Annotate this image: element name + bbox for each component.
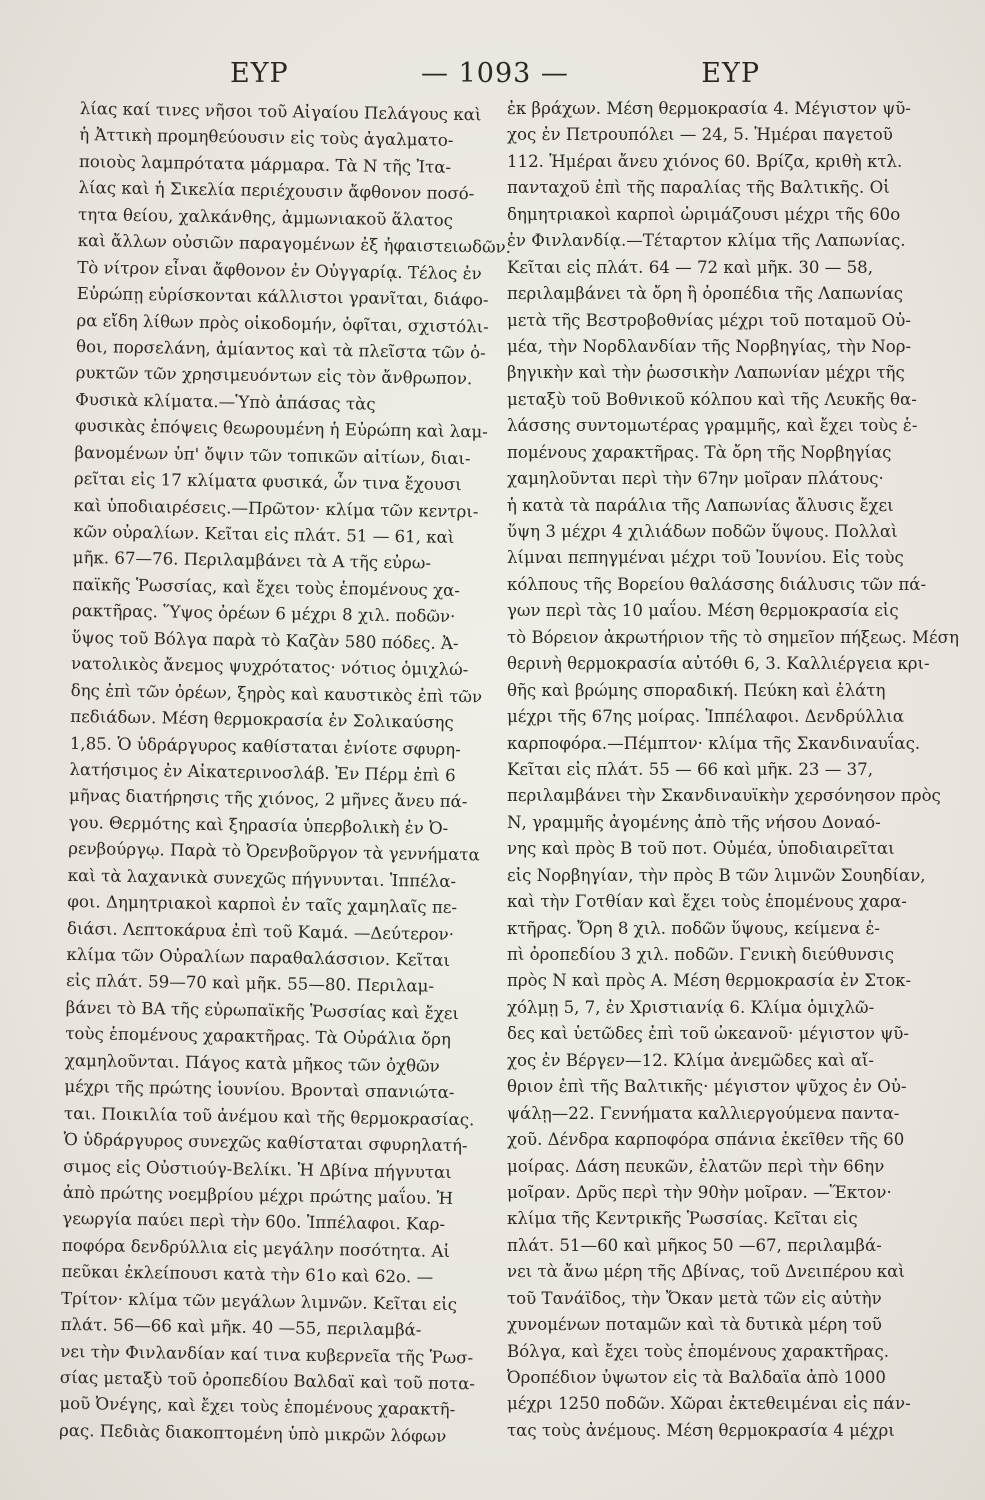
text-line: 112. Ἡμέραι ἄνευ χιόνος 60. Βρίζα, κριθὴ κτλ. [507, 151, 903, 171]
text-line: τοὺς ἑπομένους χαρακτῆρας. Τὰ Οὐράλια ὄρη [65, 1024, 452, 1050]
text-line: περιλαμβάνει τὴν Σκανδιναυϊκὴν χερσόνησον πρὸς [507, 786, 941, 806]
text-line: ἐν Φινλανδίᾳ.—Τέταρτον κλίμα τῆς Λαπωνίας. [507, 231, 906, 251]
text-line: κῶν οὐραλίων. Κεῖται εἰς πλάτ. 51 — 61, καὶ [73, 521, 455, 547]
text-line: χυνομένων ποταμῶν καὶ τὰ δυτικὰ μέρη τοῦ [507, 1315, 882, 1335]
text-line: παϊκῆς Ῥωσσίας, καὶ ἔχει τοὺς ἑπομένους χα- [72, 574, 461, 600]
text-line: μοίρας. Δάση πευκῶν, ἐλατῶν περὶ τὴν 66ην [507, 1156, 885, 1176]
text-line: ὕψος τοῦ Βόλγα παρὰ τὸ Καζὰν 580 πόδες. Ἀ- [71, 627, 459, 653]
text-line: νατολικὸς ἄνεμος ψυχρότατος· νότιος ὁμιχλώ- [70, 654, 469, 680]
text-line: καὶ ἄλλων οὐσιῶν παραγομένων ἐξ ἡφαιστειωδῶν. [77, 231, 512, 257]
text-line: θῆς καὶ βρώμης σποραδική. Πεύκη καὶ ἐλάτη [507, 680, 886, 700]
text-line: ἐκ βράχων. Μέση θερμοκρασία 4. Μέγιστον ψῦ- [507, 99, 911, 118]
text-line: καρποφόρα.—Πέμπτον· κλίμα τῆς Σκανδιναυΐας. [507, 733, 921, 753]
text-line: πὶ ὀροπεδίου 3 χιλ. ποδῶν. Γενικὴ διεύθυνσις [507, 945, 895, 964]
text-line: Τρίτον· κλίμα τῶν μεγάλων λιμνῶν. Κεῖται εἰς [60, 1288, 458, 1314]
text-line: χόλμῃ 5, 7, ἐν Χριστιανίᾳ 6. Κλίμα ὁμιχλῶ- [507, 997, 875, 1017]
text-line: ρυκτῶν τῶν χρησιμευόντων εἰς τὸν ἄνθρωπον. [75, 363, 473, 389]
text-line: Κεῖται εἰς πλάτ. 64 — 72 καὶ μῆκ. 30 — 58, [507, 257, 873, 277]
text-line: πρὸς Ν καὶ πρὸς Α. Μέση θερμοκρασία ἐν Στοκ- [507, 971, 912, 991]
text-line: δης ἐπὶ τῶν ὀρέων, ξηρὸς καὶ καυστικὸς ἐπὶ τῶν [70, 680, 483, 707]
text-line: καὶ τὴν Γοτθίαν καὶ ἔχει τοὺς ἑπομένους χαρα- [507, 892, 907, 912]
text-line: τοῦ Τανάϊδος, τὴν Ὄκαν μετὰ τῶν εἰς αὐτὴν [507, 1288, 882, 1308]
text-line: νης καὶ πρὸς Β τοῦ ποτ. Οὐμέα, ὑποδιαιρεῖται [507, 839, 895, 859]
text-line: ποιοὺς λαμπρότατα μάρμαρα. Τὰ Ν τῆς Ἰτα- [78, 151, 452, 177]
text-line: Ὁ ὑδράργυρος συνεχῶς καθίσταται σφυρηλατή- [63, 1129, 468, 1156]
page-number: — 1093 — [421, 58, 569, 89]
text-line: ἡ Ἀττικὴ προμηθεύουσιν εἰς τοὺς ἀγαλματο- [79, 125, 454, 151]
text-line: νει τὴν Φινλανδίαν καί τινα κυβερνεῖα τῆς Ῥωσ- [60, 1341, 474, 1367]
text-line: σιμος εἰς Οὐστιούγ-Βελίκι. Ἡ Δβίνα πήγνυται [63, 1156, 452, 1182]
text-line: μέχρι τῆς 67ης μοίρας. Ἱππέλαφοι. Δενδρύλλια [507, 707, 904, 727]
text-line: πεῦκαι ἐκλείπουσι κατὰ τὴν 61ο καὶ 62ο. — [61, 1262, 434, 1287]
text-line: φοι. Δημητριακοὶ καρποὶ ἐν ταῖς χαμηλαῖς πε- [67, 892, 458, 918]
text-line: χος ἐν Βέργεν—12. Κλίμα ἀνεμῶδες καὶ αἴ- [507, 1050, 875, 1070]
text-line: ρεῖται εἰς 17 κλίματα φυσικά, ὧν τινα ἔχουσι [73, 469, 462, 495]
text-line: ποφόρα δενδρύλλια εἰς μεγάλην ποσότητα. Αἱ [61, 1235, 451, 1261]
text-line: μέχρι 1250 ποδῶν. Χῶραι ἐκτεθειμέναι εἰς πάν- [507, 1394, 911, 1414]
text-line: καὶ ὑποδιαιρέσεις.—Πρῶτον· κλίμα τῶν κεντρι- [73, 495, 479, 521]
text-line: ἀπὸ πρώτης νοεμβρίου μέχρι πρώτης μαΐου. Ἡ [62, 1182, 454, 1208]
text-line: διάσι. Λεπτοκάρυα ἐπὶ τοῦ Καμά. —Δεύτερον· [66, 918, 455, 944]
text-line: φυσικὰς ἐπόψεις θεωρουμένη ἡ Εὐρώπη καὶ λαμ- [74, 416, 489, 442]
text-line: μεταξὺ τοῦ Βοθνικοῦ κόλπου καὶ τῆς Λευκῆς θα- [507, 389, 917, 409]
text-line: μετὰ τῆς Βεστροβοθνίας μέχρι τοῦ ποταμοῦ Οὐ- [507, 310, 911, 330]
text-line: κλίμα τῶν Οὐραλίων παραθαλάσσιον. Κεῖται [66, 944, 451, 970]
text-line: χαμηλοῦνται. Πάγος κατὰ μῆκος τῶν ὀχθῶν [64, 1050, 440, 1076]
text-line: θριον ἐπὶ τῆς Βαλτικῆς· μέγιστον ψῦχος ἐν Οὐ- [507, 1077, 907, 1097]
text-line: Τὸ νίτρον εἶναι ἄφθονον ἐν Οὐγγαρίᾳ. Τέλος ἐν [77, 257, 482, 283]
text-line: μῆνας διατήρησις τῆς χιόνος, 2 μῆνες ἄνευ πά- [68, 786, 468, 812]
text-line: καὶ τὰ λαχανικὰ συνεχῶς πήγνυνται. Ἱππέλα- [67, 865, 457, 891]
text-line: βηγικὴν καὶ τὴν ῥωσσικὴν Λαπωνίαν μέχρι τῆς [507, 363, 905, 383]
text-line: Ν, γραμμῆς ἀγομένης ἀπὸ τῆς νήσου Δοναό- [507, 812, 881, 832]
text-line: γου. Θερμότης καὶ ξηρασία ὑπερβολικὴ ἐν Ὀ- [68, 812, 449, 838]
header-left-abbrev: ΕΥΡ [230, 58, 289, 89]
text-line: πλάτ. 56—66 καὶ μῆκ. 40 —55, περιλαμβά- [60, 1314, 422, 1340]
text-line: μῆκ. 67—76. Περιλαμβάνει τὰ Α τῆς εὐρω- [72, 548, 432, 574]
text-line: ρακτῆρας. Ὕψος ὀρέων 6 μέχρι 8 χιλ. ποδῶν· [71, 601, 456, 627]
text-line: ὕψη 3 μέχρι 4 χιλιάδων ποδῶν ὕψους. Πολλαὶ [507, 522, 898, 541]
header-right-abbrev: ΕΥΡ [701, 58, 760, 89]
text-line: δες καὶ ὑετῶδες ἐπὶ τοῦ ὠκεανοῦ· μέγιστον ψῦ- [507, 1024, 909, 1044]
text-line: εἰς πλάτ. 59—70 καὶ μῆκ. 55—80. Περιλαμ- [65, 971, 435, 997]
text-line: Κεῖται εἰς πλάτ. 55 — 66 καὶ μῆκ. 23 — 37, [507, 759, 873, 779]
text-line: γων περὶ τὰς 10 μαΐου. Μέση θερμοκρασία εἰς [507, 601, 899, 621]
text-line: περιλαμβάνει τὰ ὄρη ἢ ὀροπέδια τῆς Λαπωνίας [507, 284, 903, 304]
text-line: κλίμα τῆς Κεντρικῆς Ῥωσσίας. Κεῖται εἰς [507, 1209, 858, 1229]
text-line: μοῖραν. Δρῦς περὶ τὴν 90ὴν μοῖραν. —Ἕκτον· [507, 1182, 892, 1202]
text-line: κόλπους τῆς Βορείου θαλάσσης διάλυσις τῶν πά- [507, 574, 927, 594]
text-line: ρενβούργῳ. Παρὰ τὸ Ὀρενβοῦργον τὰ γεννήματα [68, 839, 480, 865]
text-line: σίας μεταξὺ τοῦ ὀροπεδίου Βαλδαϊ καὶ τοῦ ποτα- [59, 1367, 476, 1394]
text-line: πεδιάδων. Μέση θερμοκρασία ἐν Σολικαύσης [70, 706, 454, 733]
right-text-column [507, 96, 959, 1444]
text-line: θερινὴ θερμοκρασία αὐτόθι 6, 3. Καλλιέργεια κρι- [507, 654, 930, 674]
text-line: ρας. Πεδιὰς διακοπτομένη ὑπὸ μικρῶν λόφων [58, 1420, 447, 1446]
text-line: λίμναι πεπηγμέναι μέχρι τοῦ Ἰουνίου. Εἰς τοὺς [507, 548, 904, 568]
text-line: χοῦ. Δένδρα καρποφόρα σπάνια ἐκεῖθεν τῆς 60 [507, 1130, 905, 1150]
text-line: ρα εἴδη λίθων πρὸς οἰκοδομήν, ὀφῖται, σχιστόλι- [76, 310, 490, 336]
text-line: τητα θείου, χαλκάνθης, ἀμμωνιακοῦ ἅλατος [77, 204, 454, 230]
text-line: δημητριακοὶ καρποὶ ὡριμάζουσι μέχρι τῆς 60ο [507, 204, 901, 224]
text-line: ἡ κατὰ τὰ παράλια τῆς Λαπωνίας ἄλυσις ἔχει [507, 495, 894, 515]
text-line: ται. Ποικιλία τοῦ ἀνέμου καὶ τῆς θερμοκρασίας. [63, 1103, 475, 1129]
text-line: Ὀροπέδιον ὑψωτον εἰς τὰ Βαλδαϊα ἀπὸ 1000 [507, 1368, 886, 1387]
text-line: Φυσικὰ κλίματα.—Ὑπὸ ἀπάσας τὰς [75, 389, 376, 414]
text-line: μέα, τὴν Νορδλανδίαν τῆς Νορβηγίας, τὴν Νορ- [507, 336, 912, 356]
text-line: θοι, πορσελάνη, ἀμίαντος καὶ τὰ πλεῖστα τῶν ὀ- [75, 336, 486, 363]
text-line: 1,85. Ὁ ὑδράργυρος καθίσταται ἐνίοτε σφυρη- [69, 733, 461, 759]
text-line: εἰς Νορβηγίαν, τὴν πρὸς Β τῶν λιμνῶν Σουηδίαν, [507, 865, 926, 885]
text-line: πλάτ. 51—60 καὶ μῆκος 50 —67, περιλαμβά- [507, 1235, 882, 1255]
text-line: κτῆρας. Ὄρη 8 χιλ. ποδῶν ὕψους, κείμενα ἐ- [507, 918, 881, 938]
text-line: λίας καὶ ἡ Σικελία περιέχουσιν ἄφθονον ποσό- [78, 178, 475, 204]
text-line: Εὐρώπῃ εὑρίσκονται κάλλιστοι γρανῖται, διάφο- [76, 284, 489, 310]
text-line: ψάλῃ—22. Γεννήματα καλλιεργούμενα παντα- [507, 1103, 900, 1123]
text-line: γεωργία παύει περὶ τὴν 60ο. Ἱππέλαφοι. Καρ- [62, 1209, 446, 1235]
text-line: πανταχοῦ ἐπὶ τῆς παραλίας τῆς Βαλτικῆς. Οἱ [507, 178, 890, 198]
text-line: μοῦ Ὀνέγης, καὶ ἔχει τοὺς ἑπομένους χαρακτῆ- [59, 1394, 456, 1420]
text-line: χος ἐν Πετρουπόλει — 24, 5. Ἡμέραι παγετοῦ [507, 125, 893, 145]
text-line: μέχρι τῆς πρώτης ἰουνίου. Βρονταὶ σπανιώτα- [64, 1077, 455, 1103]
running-header [80, 58, 910, 98]
text-line: λάσσης συντομωτέρας γραμμῆς, καὶ ἔχει τοὺς ἑ- [507, 416, 918, 436]
text-line: βανομένων ὑπ' ὄψιν τῶν τοπικῶν αἰτίων, διαι- [74, 442, 471, 468]
text-line: λίας καί τινες νῆσοι τοῦ Αἰγαίου Πελάγους καὶ [79, 98, 482, 125]
text-line: χαμηλοῦνται περὶ τὴν 67ην μοῖραν πλάτους· [507, 469, 884, 489]
text-line: λατήσιμος ἐν Αἰκατερινοσλάβ. Ἐν Πέρμ ἐπὶ 6 [69, 759, 456, 785]
text-line: πομένους χαρακτῆρας. Τὰ ὄρη τῆς Νορβηγίας [507, 442, 892, 462]
text-line: τὸ Βόρειον ἀκρωτήριον τῆς τὸ σημεῖον πήξεως. Μέση [507, 627, 959, 647]
left-text-column [58, 96, 512, 1450]
text-line: νει τὰ ἄνω μέρη τῆς Δβίνας, τοῦ Δνειπέρου καὶ [507, 1262, 905, 1282]
text-line: βάνει τὸ ΒΑ τῆς εὐρωπαϊκῆς Ῥωσσίας καὶ ἔχει [65, 997, 460, 1023]
text-line: τας τοὺς ἀνέμους. Μέση θερμοκρασία 4 μέχρι [507, 1420, 895, 1440]
text-line: Βόλγα, καὶ ἔχει τοὺς ἑπομένους χαρακτῆρας. [507, 1341, 890, 1361]
